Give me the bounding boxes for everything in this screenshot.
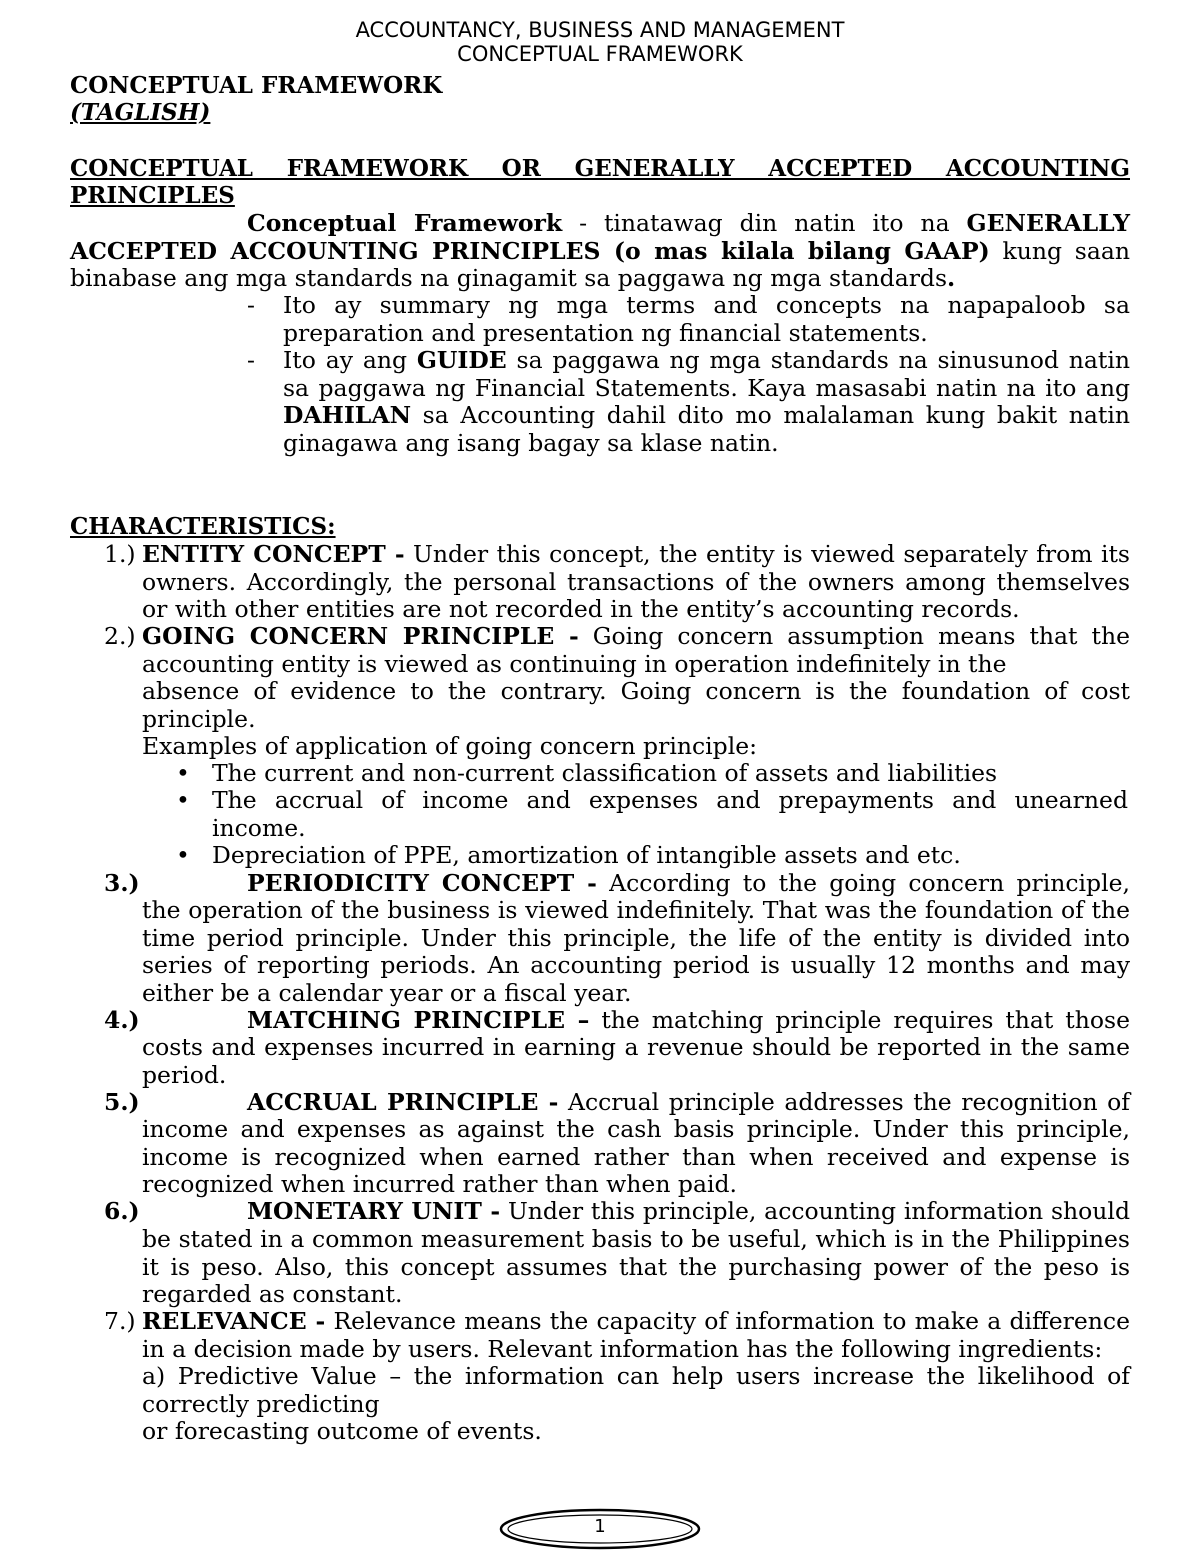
dash-bullet-2: - <box>247 346 255 374</box>
item-6-number: 6.) <box>104 1197 140 1225</box>
example-bullet-2: The accrual of income and expenses and prepayments and unearned income. <box>212 786 1128 842</box>
item-4-body-1: the matching principle requires that those <box>589 1006 1130 1034</box>
item-2-line-2: accounting entity is viewed as continuing in operation indefinitely in the <box>142 650 1007 678</box>
item-6-term: MONETARY UNIT - <box>247 1197 501 1225</box>
intro-paragraph <box>70 210 1130 293</box>
item-1-body: Under this concept, the entity is viewed separately from its owners. Accordingly, the personal transactions of the owners among themselves or with other entities are not recorded in the entity’s accounting records. <box>142 540 1130 623</box>
dash-item-2 <box>283 347 1130 457</box>
item-5-term: ACCRUAL PRINCIPLE - <box>247 1088 559 1116</box>
item-7-sub-a: a) Predictive Value – the information can help users increase the likelihood of correctly predicting <box>142 1362 1130 1418</box>
page-title: CONCEPTUAL FRAMEWORK <box>70 72 443 99</box>
item-7-term: RELEVANCE - <box>142 1307 326 1335</box>
document-header-line1: ACCOUNTANCY, BUSINESS AND MANAGEMENT <box>355 18 845 42</box>
item-7-sub-a-cont: or forecasting outcome of events. <box>142 1417 542 1445</box>
intro-text-2: kung saan binabase ang mga standards na ginagamit sa paggawa ng mga standards <box>70 236 1130 292</box>
intro-text-1: - tinatawag din natin ito na <box>562 209 967 237</box>
bullet-glyph-1: • <box>176 759 190 787</box>
document-header-line2: CONCEPTUAL FRAMEWORK <box>457 42 743 66</box>
item-3-number: 3.) <box>104 869 140 897</box>
item-7-text <box>142 1308 1130 1363</box>
characteristics-heading: CHARACTERISTICS: <box>70 513 336 540</box>
item-3-term: PERIODICITY CONCEPT - <box>247 869 597 897</box>
item-2-line-1 <box>142 623 1130 651</box>
bullet-glyph-2: • <box>176 786 190 814</box>
item-4-term: MATCHING PRINCIPLE – <box>247 1006 590 1034</box>
item-1-term: ENTITY CONCEPT - <box>142 540 405 568</box>
item-6-line-1 <box>247 1198 1130 1226</box>
page-subtitle: (TAGLISH) <box>70 99 211 126</box>
dash-item-2-dahilan: DAHILAN <box>283 401 412 429</box>
item-2-body-1: Going concern assumption means that the <box>578 622 1130 650</box>
intro-term-gaap: GENERALLY ACCEPTED ACCOUNTING PRINCIPLES (o mas kilala bilang GAAP) <box>70 209 1130 265</box>
item-2-examples-intro: Examples of application of going concern principle: <box>142 732 758 760</box>
section-heading-line2: PRINCIPLES <box>70 182 235 209</box>
dash-item-1: Ito ay summary ng mga terms and concepts na napapaloob sa preparation and presentation ng financial statements. <box>283 291 1130 347</box>
section-heading-line1: CONCEPTUAL FRAMEWORK OR GENERALLY ACCEPTED ACCOUNTING <box>70 155 1130 182</box>
item-3-line-1 <box>247 870 1130 898</box>
dash-item-2-guide: GUIDE <box>416 346 507 374</box>
item-2-term: GOING CONCERN PRINCIPLE - <box>142 622 579 650</box>
dash-item-2-text-a: Ito ay ang <box>283 346 417 374</box>
item-6-body: be stated in a common measurement basis to be useful, which is in the Philippines it is peso. Also, this concept assumes that the purchasing power of the peso is regarded as constant. <box>142 1225 1130 1308</box>
example-bullet-1: The current and non-current classification of assets and liabilities <box>212 759 998 787</box>
intro-period: . <box>947 264 956 292</box>
item-2-number: 2.) <box>104 622 136 650</box>
item-6-body-1: Under this principle, accounting information should <box>500 1197 1130 1225</box>
item-3-body-1: According to the going concern principle, <box>596 869 1130 897</box>
page-number: 1 <box>594 1516 606 1537</box>
bullet-glyph-3: • <box>176 841 190 869</box>
example-bullet-3: Depreciation of PPE, amortization of intangible assets and etc. <box>212 841 961 869</box>
item-5-number: 5.) <box>104 1088 140 1116</box>
intro-term: Conceptual Framework <box>247 209 563 237</box>
item-2-line-3: absence of evidence to the contrary. Going concern is the foundation of cost principle. <box>142 677 1130 733</box>
item-5-body: income and expenses as against the cash basis principle. Under this principle, income is recognized when earned rather than when received and expense is recognized when incurred rather than when paid. <box>142 1115 1130 1198</box>
item-3-body: the operation of the business is viewed indefinitely. That was the foundation of the time period principle. Under this principle, the life of the entity is divided into series of reporting periods. An accounting period is usually 12 months and may either be a calendar year or a fiscal year. <box>142 896 1130 1007</box>
item-4-line-1 <box>247 1007 1130 1035</box>
item-4-body: costs and expenses incurred in earning a revenue should be reported in the same period. <box>142 1033 1130 1089</box>
item-7-body: Relevance means the capacity of information to make a difference in a decision made by users. Relevant information has the following ingredients: <box>142 1307 1130 1363</box>
item-5-line-1 <box>247 1089 1130 1117</box>
item-1-number: 1.) <box>104 540 136 568</box>
item-7-number: 7.) <box>104 1307 136 1335</box>
item-5-body-1: Accrual principle addresses the recognition of <box>558 1088 1130 1116</box>
item-1-text <box>142 541 1130 624</box>
dash-item-2-text-c: sa paggawa ng mga standards na sinusunod natin sa paggawa ng Financial Statements. Kaya masasabi natin na ito ang <box>283 346 1130 402</box>
item-4-number: 4.) <box>104 1006 140 1034</box>
dash-item-2-text-e: sa Accounting dahil dito mo malalaman kung bakit natin ginagawa ang isang bagay sa klase natin. <box>283 401 1130 457</box>
dash-bullet-1: - <box>247 291 255 319</box>
